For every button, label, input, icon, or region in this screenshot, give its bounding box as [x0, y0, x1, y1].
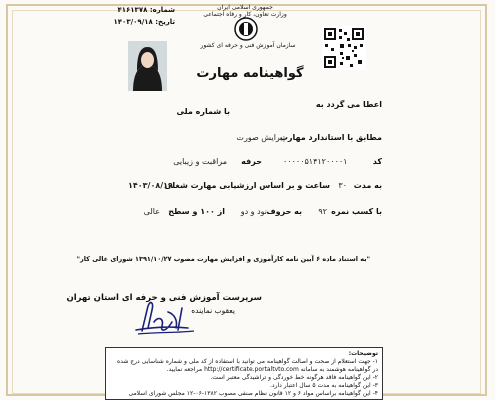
note-line-5: ۴- این گواهینامه براساس مواد ۶ و ۱۲ قانون نظام صنفی مصوب ۱۳۸۲-۰۶-۱۲ مجلس شورای اسلامی — [128, 390, 378, 397]
note-line-4: ۳- این گواهینامه به مدت ۵ سال اعتبار دارد. — [270, 382, 378, 389]
trade-label: حرفه — [241, 157, 262, 166]
standard-label: مطابق با استاندارد مهارت — [279, 133, 382, 142]
number-label: شماره: — [149, 6, 175, 14]
certificate-date — [114, 18, 176, 26]
legal-statement: "به استناد ماده ۶ آیین نامه کارآموزی و افزایش مهارت مصوب ۱۳۹۱/۱۰/۲۷ شورای عالی کار" — [76, 255, 370, 263]
score-value: ۹۲ — [318, 207, 327, 216]
date-label: تاریخ: — [155, 18, 175, 26]
national-id-label: با شماره ملی — [176, 107, 230, 116]
letters-label: به حروف — [266, 207, 302, 216]
trade-value: مراقبت و زیبایی — [173, 157, 227, 166]
holder-photo — [128, 41, 167, 91]
org-text: سازمان آموزش فنی و حرفه ای کشور — [200, 42, 296, 49]
score-label: با کسب نمره — [331, 207, 382, 216]
verification-url[interactable]: http://certificate.portaltvto.com — [204, 366, 299, 373]
tvto-logo — [234, 17, 258, 45]
note-line-1: ۱- جهت استعلام از صحت و اصالت گواهینامه می توانید با استفاده از کد ملی و شماره شناسایی درج شده — [117, 358, 378, 365]
ministry-text: وزارت تعاون، کار و رفاه اجتماعی — [203, 11, 287, 18]
standard-value: پیرایش صورت — [236, 133, 285, 142]
qr-code — [322, 26, 366, 74]
notes-title: توضیحات: — [348, 350, 378, 357]
notes-box — [105, 347, 383, 400]
note-line-2-end: مراجعه نمایید. — [166, 366, 203, 373]
signatory-name: یعقوب نماینده — [191, 306, 235, 315]
out-of-text: از ۱۰۰ و سطح — [168, 207, 225, 216]
evaluation-date: ۱۴۰۳/۰۸/۱۹ — [128, 181, 173, 190]
signatory-org: سرپرست آموزش فنی و حرفه ای استان تهران — [66, 293, 262, 303]
handwritten-signature — [128, 298, 200, 342]
certificate-title: گواهینامه مهارت — [196, 66, 304, 81]
level-value: عالی — [143, 207, 160, 216]
note-line-2-text: در گواهینامه هوشمند به سامانه — [300, 366, 378, 373]
letters-value: نود و دو — [240, 207, 267, 216]
granted-label: اعطا می گردد به — [315, 100, 382, 109]
date-value: ۱۴۰۳/۰۹/۱۸ — [113, 18, 153, 26]
code-value: ۰۰۰۰۰۵۱۴۱۲۰۰۰۰۱ — [283, 157, 348, 166]
note-line-3: ۲- این گواهینامه فاقد هرگونه خط خوردگی و تراشیدگی معتبر است. — [210, 374, 378, 381]
ministry-block — [180, 4, 310, 18]
duration-value: ۳۰ — [338, 181, 347, 190]
code-label: کد — [372, 157, 382, 166]
note-line-2 — [110, 366, 378, 374]
hours-text: ساعت و بر اساس ارزشیابی مهارت شغلی — [164, 181, 330, 190]
duration-label: به مدت — [353, 181, 382, 190]
number-value: ۴۱۶۱۳۷۸ — [117, 6, 148, 14]
certificate-number — [117, 6, 175, 14]
republic-text: جمهوری اسلامی ایران — [217, 4, 273, 11]
